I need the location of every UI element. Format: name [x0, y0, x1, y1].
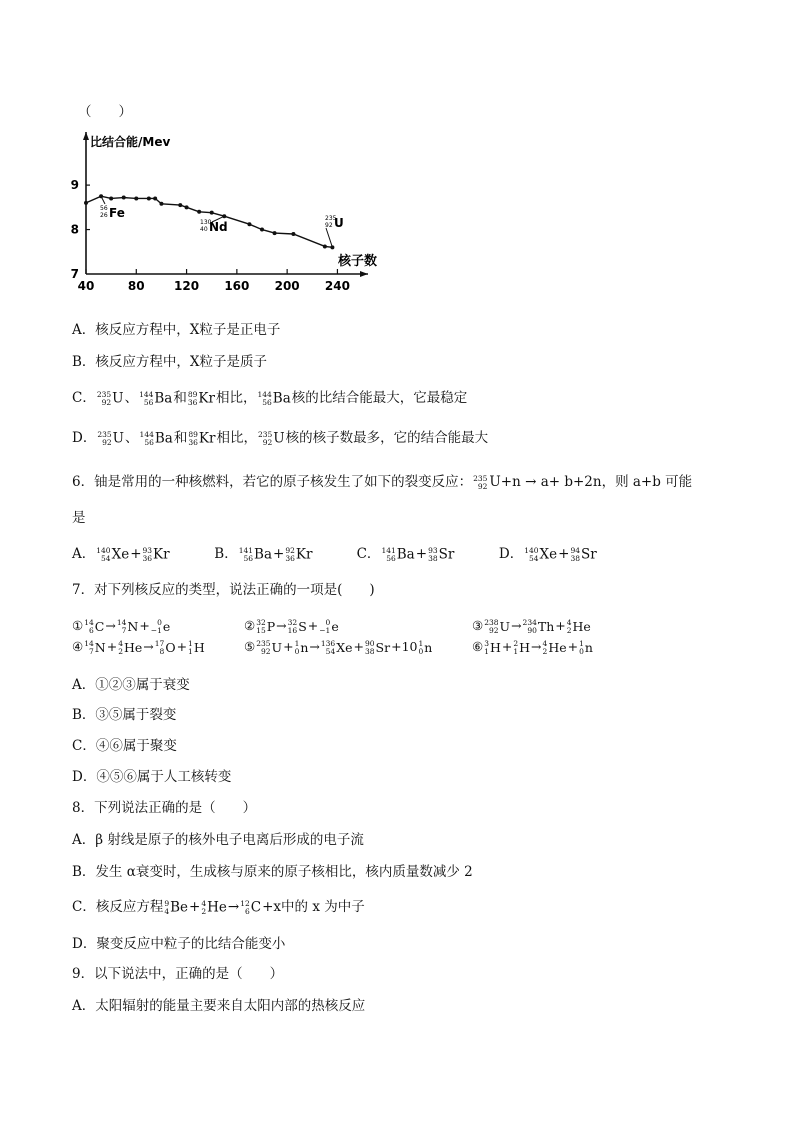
element-symbol: U	[112, 389, 124, 406]
q6-a-label: A．	[72, 546, 96, 562]
q8-stem: 8．下列说法正确的是（ ）	[72, 800, 257, 816]
q7-stem: 7．对下列核反应的类型，说法正确的一项是( )	[72, 582, 375, 598]
data-point	[260, 228, 264, 232]
reaction-1: ① 14 6 C→ 14 7 N+ 0 −1 e	[72, 617, 171, 635]
nuclide-u235	[473, 475, 488, 491]
atomic-number: 36	[187, 397, 198, 407]
data-point	[291, 232, 295, 236]
element-symbol: Ba	[396, 545, 415, 562]
atomic-number: 36	[285, 553, 295, 563]
element-symbol: Ba	[154, 429, 173, 446]
annotation-z: 40	[200, 226, 208, 233]
reaction-4: ④ 14 7 N+ 4 2 He→ 17 8 O+ 1 1 H	[72, 638, 205, 656]
annotation-symbol: Nd	[209, 220, 228, 234]
element-symbol: U	[273, 429, 285, 446]
q7-option-d[interactable]: D．④⑤⑥属于人工核转变	[72, 769, 232, 785]
annotation-mass: 235	[325, 215, 337, 222]
x-axis-arrow	[360, 271, 368, 277]
data-point	[153, 196, 157, 200]
element-symbol: Ba	[254, 545, 273, 562]
q5-option-b[interactable]: B．核反应方程中，X粒子是质子	[72, 354, 268, 370]
element-symbol: U	[112, 429, 125, 446]
chart-plot	[71, 132, 377, 293]
q6-c-label: C．	[356, 546, 381, 562]
data-point	[109, 196, 113, 200]
q8-option-b[interactable]: B．发生 α衰变时，生成核与原来的原子核相比，核内质量数减少 2	[72, 864, 473, 880]
q6-option-b[interactable]: B． 141 56 Ba+ 92 36 Kr	[214, 545, 313, 563]
element-symbol: Xe	[111, 545, 130, 562]
y-tick-label: 9	[70, 178, 79, 193]
mass-number: 235	[96, 389, 112, 399]
element-symbol: Kr	[153, 545, 170, 562]
atomic-number: 36	[188, 437, 198, 447]
data-point	[122, 196, 126, 200]
x-tick-label: 40	[77, 279, 95, 293]
separator: 、	[125, 430, 139, 446]
x-tick-label: 240	[324, 279, 350, 293]
mass-number: 92	[285, 545, 295, 555]
q5-c-text: 核的比结合能最大，它最稳定	[291, 390, 468, 406]
annotation-z: 92	[325, 222, 333, 229]
q5-option-d[interactable]	[72, 428, 488, 448]
mass-number: 144	[139, 389, 154, 399]
nuclide-c12: 12 6 C	[240, 898, 262, 916]
nuclide-ba144	[139, 391, 172, 407]
q9-stem: 9．以下说法中，正确的是（ ）	[72, 966, 284, 982]
x-axis-label: 核子数	[338, 254, 378, 269]
q7-option-a[interactable]: A．①②③属于衰变	[72, 677, 190, 693]
atomic-number: 56	[143, 397, 154, 407]
mass-number: 93	[428, 545, 438, 555]
q6-d-label: D．	[498, 546, 524, 562]
compare-text: 相比，	[215, 390, 257, 406]
nuclide-sr93	[428, 547, 454, 563]
q8-c-text-a: C．核反应方程	[72, 899, 164, 915]
mass-number: 235	[257, 429, 273, 439]
atomic-number: 92	[101, 397, 112, 407]
atomic-number: 92	[262, 437, 273, 447]
q5-c-label: C．	[72, 390, 96, 406]
atomic-number: 54	[529, 553, 539, 563]
conjunction: 和	[173, 390, 187, 406]
y-axis-arrow	[83, 132, 89, 140]
q7-option-c[interactable]: C．④⑥属于聚变	[72, 738, 177, 754]
mass-number: 144	[139, 429, 154, 439]
q6-options	[72, 544, 598, 564]
data-point	[178, 203, 182, 207]
y-axis-label: 比结合能/Mev	[90, 135, 171, 149]
atomic-number: 92	[477, 481, 488, 491]
nuclide-ba144	[257, 391, 290, 407]
atomic-number: 56	[262, 397, 272, 407]
mass-number: 94	[570, 545, 581, 555]
data-point	[134, 196, 138, 200]
conjunction: 和	[173, 430, 188, 446]
element-symbol: Kr	[198, 389, 215, 406]
q7-reactions-row1	[72, 616, 592, 636]
q5-d-text: 核的核子数最多，它的结合能最大	[285, 430, 489, 446]
nuclide-be9: 9 4 Be	[164, 898, 189, 916]
x-tick-label: 120	[174, 279, 200, 293]
q6-b-label: B．	[214, 546, 238, 562]
mass-number: 93	[142, 545, 153, 555]
reaction-3: ③ 238 92 U→ 234 90 Th+ 4 2 He	[471, 617, 591, 635]
atomic-number: 56	[386, 553, 396, 563]
data-point	[273, 231, 277, 235]
mass-number: 89	[188, 429, 198, 439]
data-point	[247, 222, 251, 226]
atomic-number: 38	[570, 553, 581, 563]
mass-number: 144	[257, 389, 272, 399]
q6-stem-cont: 是	[72, 510, 86, 526]
fission-reaction: U+n → a+ b+2n	[489, 474, 602, 490]
nuclide-u235	[97, 431, 124, 447]
atomic-number: 36	[142, 553, 153, 563]
mass-number: 89	[187, 389, 198, 399]
mass-number: 140	[96, 545, 111, 555]
nuclide-kr89	[188, 391, 215, 407]
nuclide-kr92	[285, 547, 312, 563]
annotation-z: 26	[100, 212, 108, 219]
atomic-number: 92	[102, 437, 112, 447]
mass-number: 235	[97, 429, 112, 439]
annotation-symbol: Fe	[109, 206, 125, 220]
x-tick-label: 160	[224, 279, 250, 293]
q6-stem-b: ，则 a+b 可能	[601, 474, 693, 490]
q8-option-d[interactable]: D．聚变反应中粒子的比结合能变小	[72, 936, 286, 952]
element-symbol: Xe	[539, 545, 558, 562]
nuclide-xe140	[96, 547, 129, 563]
y-tick-label: 7	[70, 267, 79, 281]
q6-option-d[interactable]: D． 140 54 Xe+ 94 38 Sr	[498, 545, 597, 563]
nuclide-sr94	[570, 547, 596, 563]
atomic-number: 56	[144, 437, 154, 447]
q8-option-c[interactable]: C．核反应方程 9 4 Be+ 4 2 He→ 12 6 C+x中的 x 为中子	[72, 898, 365, 916]
annotation-leader	[326, 228, 332, 247]
q6-stem	[72, 472, 692, 492]
annotation-mass: 130	[200, 219, 212, 226]
q5-option-a[interactable]: A．核反应方程中，X粒子是正电子	[72, 322, 281, 338]
nuclide-u235	[258, 431, 285, 447]
reaction-2: ② 32 15 P→ 32 16 S+ 0 −1 e	[243, 617, 339, 635]
mass-number: 141	[238, 545, 254, 555]
q7-reactions-row2	[72, 637, 594, 657]
element-symbol: Kr	[198, 429, 216, 446]
data-point	[197, 210, 201, 214]
data-point	[323, 244, 327, 248]
element-symbol: Sr	[438, 545, 455, 562]
data-point	[159, 202, 163, 206]
binding-energy-chart	[60, 128, 400, 300]
q8-c-text-b: 中的 x 为中子	[281, 899, 365, 915]
q5-d-label: D．	[72, 430, 97, 446]
nuclide-u235	[97, 391, 124, 407]
data-point	[84, 201, 88, 205]
data-point	[185, 205, 189, 209]
element-symbol: Ba	[154, 389, 173, 406]
separator: 、	[124, 390, 139, 406]
reaction-6: ⑥ 3 1 H+ 2 1 H→ 4 2 He+ 1 0 n	[471, 638, 593, 656]
annotation-symbol: U	[334, 216, 344, 230]
mass-number: 235	[473, 473, 488, 483]
nuclide-ba144	[140, 431, 173, 447]
nuclide-ba141	[381, 547, 414, 563]
q7-option-b[interactable]: B．③⑤属于裂变	[72, 707, 177, 723]
x-tick-label: 80	[127, 279, 145, 293]
compare-text: 相比，	[216, 430, 257, 446]
annotation-mass: 56	[100, 205, 108, 212]
y-tick-label: 8	[70, 222, 79, 237]
q5-option-c[interactable]	[72, 388, 467, 408]
data-point	[147, 196, 151, 200]
element-symbol: Sr	[581, 545, 597, 562]
x-tick-label: 200	[274, 279, 300, 293]
element-symbol: Ba	[272, 389, 291, 406]
atomic-number: 56	[243, 553, 254, 563]
question-bracket: （ ）	[78, 104, 132, 120]
q9-option-a[interactable]: A．太阳辐射的能量主要来自太阳内部的热核反应	[72, 998, 366, 1014]
nuclide-kr93	[143, 547, 170, 563]
q6-stem-a: 6．铀是常用的一种核燃料，若它的原子核发生了如下的裂变反应：	[72, 474, 473, 490]
mass-number: 140	[524, 545, 539, 555]
data-point	[210, 211, 214, 215]
reaction-5: ⑤ 235 92 U+ 1 0 n→ 136 54 Xe+ 90 38 Sr+10 1 0 n	[243, 638, 433, 656]
nuclide-kr89	[188, 431, 215, 447]
nuclide-ba141	[239, 547, 272, 563]
nuclide-xe140	[524, 547, 557, 563]
atomic-number: 54	[101, 553, 111, 563]
q6-option-c[interactable]: C． 141 56 Ba+ 93 38 Sr	[356, 545, 455, 563]
atomic-number: 38	[428, 553, 438, 563]
nuclide-he4: 4 2 He	[201, 898, 227, 916]
mass-number: 141	[381, 545, 396, 555]
q6-option-a[interactable]: A． 140 54 Xe+ 93 36 Kr	[72, 545, 170, 563]
q8-option-a[interactable]: A．β 射线是原子的核外电子电离后形成的电子流	[72, 832, 364, 848]
element-symbol: Kr	[295, 545, 313, 562]
